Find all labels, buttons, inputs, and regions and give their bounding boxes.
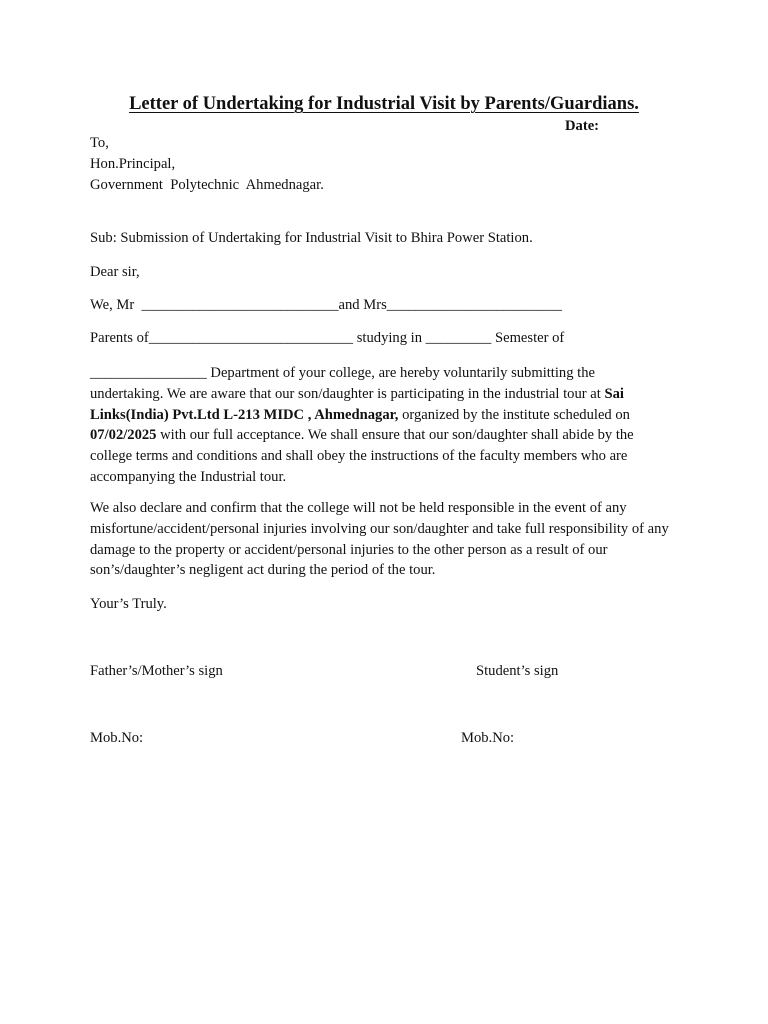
address-institute: Government Polytechnic Ahmednagar. <box>90 176 324 193</box>
para1-text-3: with our full acceptance. We shall ensure that our son/daughter shall abide by the college terms and conditions and shall obey the instructions of the faculty members who are accompanying the Industrial tour. <box>90 427 634 485</box>
student-sign-label: Student’s sign <box>476 663 559 679</box>
we-mr-label: We, Mr <box>90 297 142 313</box>
page-title: Letter of Undertaking for Industrial Visit by Parents/Guardians. <box>129 94 639 114</box>
student-name-blank: ____________________________ <box>148 330 354 346</box>
department-blank: ________________ <box>90 365 207 381</box>
address-principal: Hon.Principal, <box>90 155 176 172</box>
closing <box>90 594 680 615</box>
para1-text-1: Department of your college, are hereby voluntarily submitting the undertaking. We are aware that our son/daughter is participating in the industrial tour at <box>90 365 605 402</box>
visit-date: 07/02/2025 <box>90 427 157 444</box>
parents-names-line <box>90 295 680 316</box>
and-mrs-label: and Mrs <box>338 297 387 313</box>
para1-text-2: organized by the institute scheduled on <box>398 406 630 423</box>
subject-text: Sub: Submission of Undertaking for Industrial Visit to Bhira Power Station. <box>90 230 533 246</box>
address-block <box>90 133 680 195</box>
studying-in-label: studying in <box>353 330 426 346</box>
date-label: Date: <box>565 118 600 134</box>
address-to: To, <box>90 135 109 151</box>
semester-of-label: Semester of <box>491 330 565 346</box>
father-name-blank: ___________________________ <box>141 297 339 313</box>
undertaking-paragraph <box>90 363 662 488</box>
parent-sign-label: Father’s/Mother’s sign <box>90 663 223 679</box>
salutation-text: Dear sir, <box>90 264 140 280</box>
student-details-line <box>90 328 680 349</box>
parents-of-label: Parents of <box>90 330 149 346</box>
parent-mobile-label: Mob.No: <box>90 730 144 746</box>
declaration-paragraph: We also declare and confirm that the college will not be held responsible in the event of any misfortune/accident/personal injuries involving our son/daughter and take full responsibility of any damage to the property or accident/personal injuries to the other person as a result of our son’s/daughter’s negligent act during the period of the tour. <box>90 500 669 579</box>
mother-name-blank: ________________________ <box>386 297 562 313</box>
closing-text: Your’s Truly. <box>90 596 167 612</box>
student-mobile-label: Mob.No: <box>461 730 515 746</box>
salutation <box>90 262 680 283</box>
semester-blank: _________ <box>425 330 492 346</box>
subject-line <box>90 228 680 249</box>
company-name: Sai Links(India) Pvt.Ltd L-213 MIDC , Ahmednagar, <box>90 385 624 423</box>
